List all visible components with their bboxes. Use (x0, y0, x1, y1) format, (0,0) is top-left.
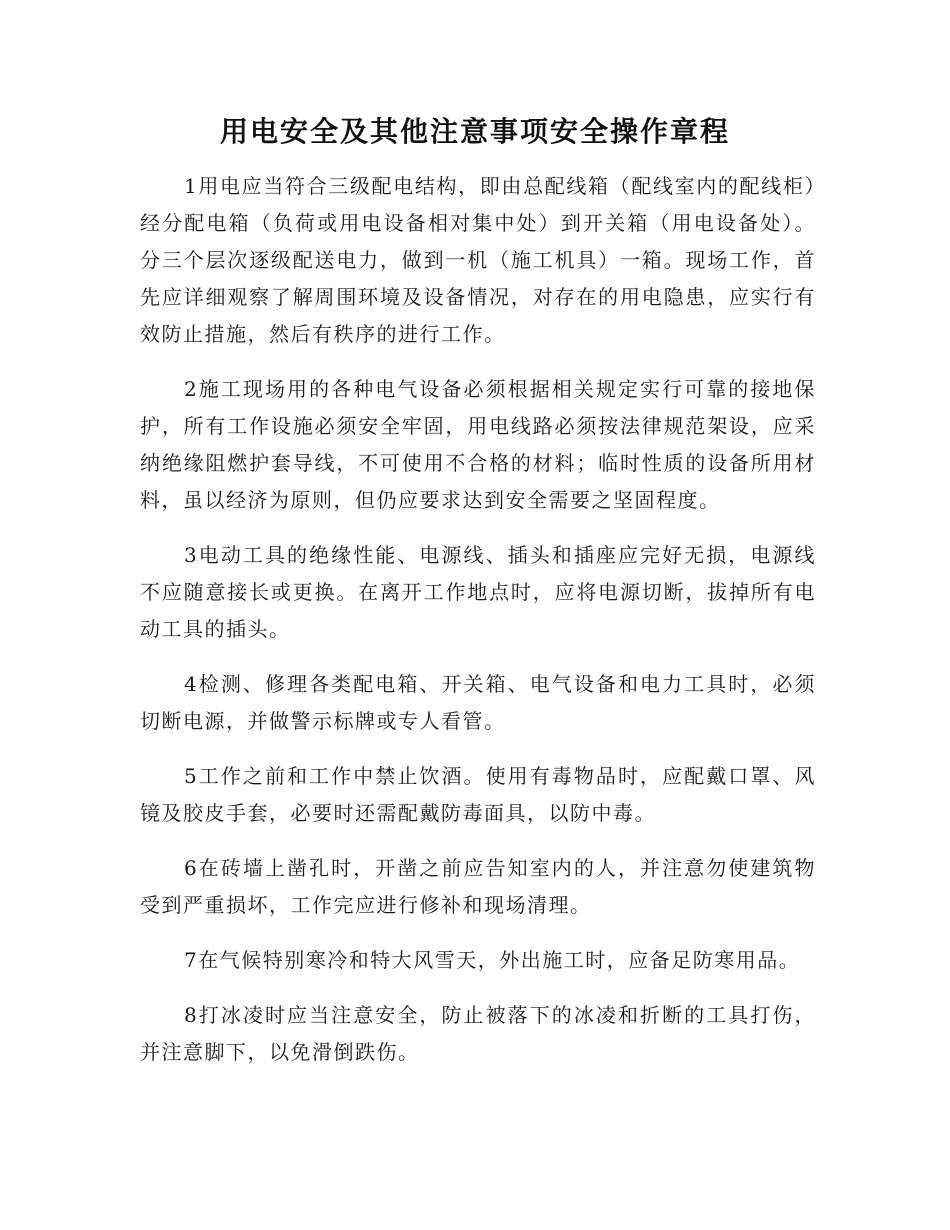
document-body (140, 168, 816, 1089)
paragraph-3: 3电动工具的绝缘性能、电源线、插头和插座应完好无损，电源线不应随意接长或更换。在离开工作地点时，应将电源切断，拔掉所有电动工具的插头。 (140, 543, 816, 641)
paragraph-4: 4检测、修理各类配电箱、开关箱、电气设备和电力工具时，必须切断电源，并做警示标牌或专人看管。 (140, 672, 816, 733)
paragraph-5: 5工作之前和工作中禁止饮酒。使用有毒物品时，应配戴口罩、风镜及胶皮手套，必要时还需配戴防毒面具，以防中毒。 (140, 764, 816, 825)
paragraph-7: 7在气候特别寒冷和特大风雪天，外出施工时，应备足防寒用品。 (184, 948, 801, 972)
paragraph-8: 8打冰凌时应当注意安全，防止被落下的冰凌和折断的工具打伤，并注意脚下，以免滑倒跌伤。 (140, 1003, 816, 1064)
document-title: 用电安全及其他注意事项安全操作章程 (219, 115, 730, 148)
paragraph-1: 1用电应当符合三级配电结构，即由总配线箱（配线室内的配线柜）经分配电箱（负荷或用电设备相对集中处）到开关箱（用电设备处）。分三个层次逐级配送电力，做到一机（施工机具）一箱。现场工作，首先应详细观察了解周围环境及设备情况，对存在的用电隐患，应实行有效防止措施，然后有秩序的进行工作。 (140, 174, 816, 346)
paragraph-2: 2施工现场用的各种电气设备必须根据相关规定实行可靠的接地保护，所有工作设施必须安全牢固，用电线路必须按法律规范架设，应采纳绝缘阻燃护套导线，不可使用不合格的材料；临时性质的设备所用材料，虽以经济为原则，但仍应要求达到安全需要之坚固程度。 (140, 377, 816, 512)
paragraph-6: 6在砖墙上凿孔时，开凿之前应告知室内的人，并注意勿使建筑物受到严重损坏，工作完应进行修补和现场清理。 (140, 856, 816, 917)
